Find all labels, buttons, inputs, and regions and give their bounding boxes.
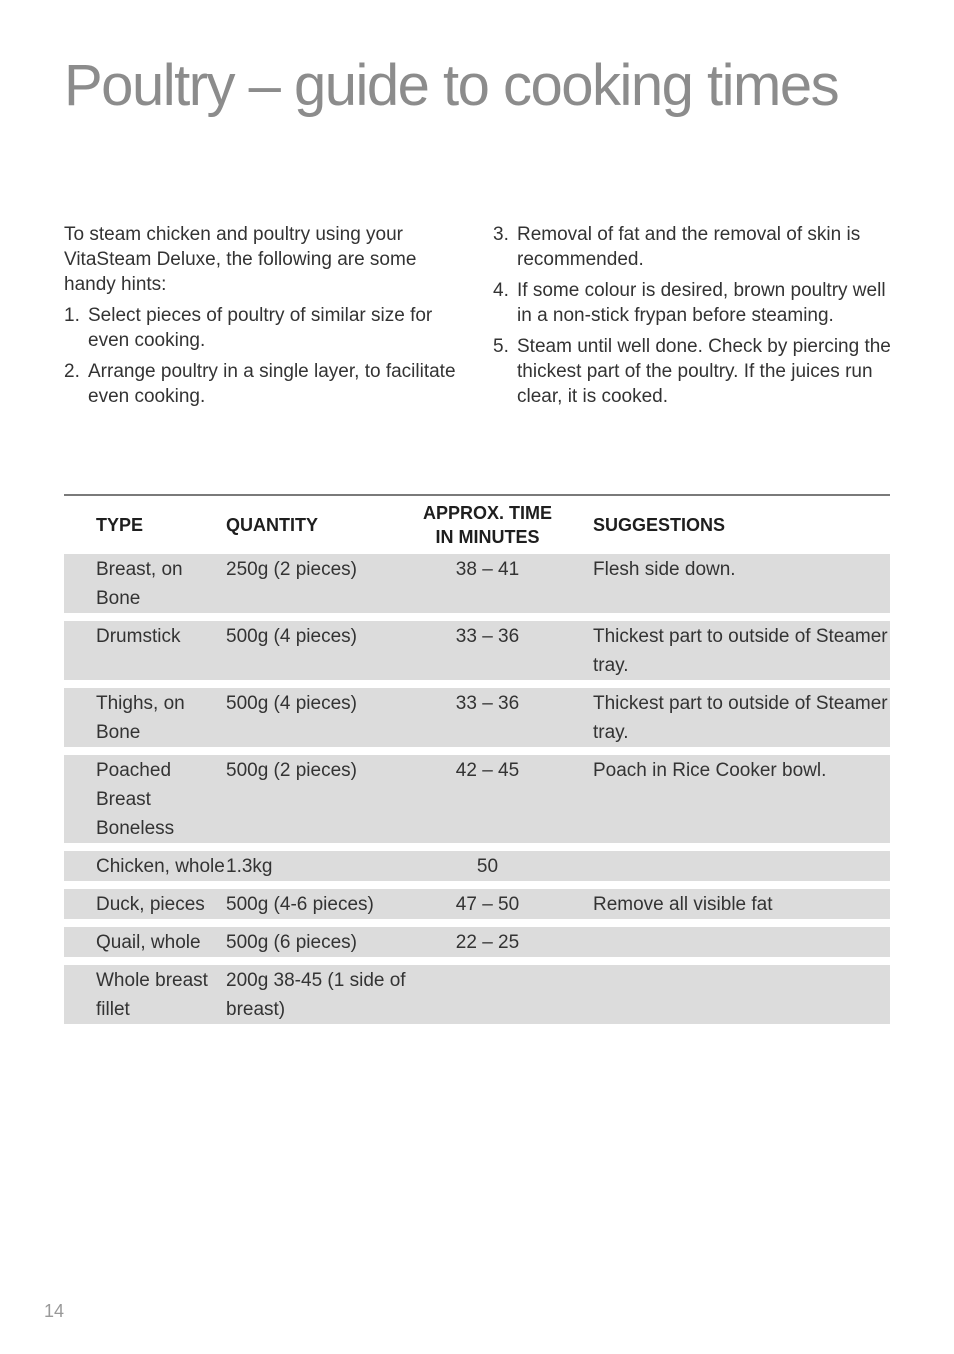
cell-type: Chicken, whole	[96, 856, 225, 877]
table-header	[64, 496, 890, 554]
hints-list-left	[64, 303, 456, 409]
table-row	[64, 927, 890, 957]
list-item	[493, 222, 893, 272]
list-item-text: Arrange poultry in a single layer, to facilitate even cooking.	[88, 361, 456, 407]
cell-suggestion: Thickest part to outside of Steamer tray.	[593, 626, 888, 676]
cell-time: 22 – 25	[455, 932, 520, 953]
cell-time	[413, 965, 562, 1024]
cell-type: Duck, pieces	[96, 894, 205, 915]
cell-quantity: 200g 38-45 (1 side of breast)	[226, 970, 406, 1020]
hints-column-right	[493, 222, 893, 415]
cell-suggestion: Remove all visible fat	[593, 894, 773, 915]
table-row	[64, 621, 890, 680]
cell-quantity: 500g (6 pieces)	[226, 932, 357, 953]
cell-quantity: 500g (2 pieces)	[226, 760, 357, 781]
cell-type: Breast, on Bone	[96, 559, 183, 609]
intro-text: To steam chicken and poultry using your VitaSteam Deluxe, the following are some handy hints:	[64, 224, 417, 295]
cell-quantity: 500g (4 pieces)	[226, 626, 357, 647]
list-item-text: Steam until well done. Check by piercing the thickest part of the poultry. If the juices run clear, it is cooked.	[517, 336, 891, 407]
header-type: TYPE	[96, 514, 144, 535]
cell-suggestion: Poach in Rice Cooker bowl.	[593, 760, 827, 781]
list-number: 1.	[64, 305, 80, 326]
cell-suggestion	[562, 851, 890, 881]
cell-time: 33 – 36	[455, 693, 520, 714]
list-number: 4.	[493, 280, 509, 301]
hints-list-right	[493, 222, 893, 409]
hints-column-left	[64, 222, 456, 415]
table-row	[64, 851, 890, 881]
cell-type: Quail, whole	[96, 932, 201, 953]
list-item	[493, 278, 893, 328]
cell-quantity: 500g (4 pieces)	[226, 693, 357, 714]
cell-time: 33 – 36	[455, 626, 520, 647]
cell-suggestion: Flesh side down.	[593, 559, 736, 580]
cell-time: 50	[476, 856, 499, 877]
cell-type: Whole breast fillet	[96, 970, 208, 1020]
list-number: 5.	[493, 336, 509, 357]
cell-quantity: 250g (2 pieces)	[226, 559, 357, 580]
cell-quantity: 1.3kg	[226, 856, 273, 877]
table-row	[64, 688, 890, 747]
list-item	[64, 303, 456, 353]
page-title: Poultry – guide to cooking times	[64, 53, 839, 118]
cell-type: Drumstick	[96, 626, 181, 647]
cell-suggestion: Thickest part to outside of Steamer tray.	[593, 693, 888, 743]
cell-type: Poached Breast Boneless	[96, 760, 175, 839]
list-item-text: If some colour is desired, brown poultry well in a non-stick frypan before steaming.	[517, 280, 886, 326]
page-number: 14	[44, 1301, 65, 1321]
cell-type: Thighs, on Bone	[96, 693, 185, 743]
list-number: 3.	[493, 224, 509, 245]
list-item-text: Select pieces of poultry of similar size for even cooking.	[88, 305, 433, 351]
cell-time: 38 – 41	[455, 559, 520, 580]
cooking-times-table	[64, 494, 890, 1032]
list-item	[64, 359, 456, 409]
cell-quantity: 500g (4-6 pieces)	[226, 894, 374, 915]
table-row	[64, 965, 890, 1024]
header-time-line1: APPROX. TIME	[422, 503, 552, 523]
header-time-line2: IN MINUTES	[435, 527, 540, 547]
cell-time: 47 – 50	[455, 894, 520, 915]
list-number: 2.	[64, 361, 80, 382]
header-time	[413, 501, 562, 549]
header-quantity: QUANTITY	[226, 514, 318, 535]
table-row	[64, 755, 890, 843]
list-item-text: Removal of fat and the removal of skin is recommended.	[517, 224, 861, 270]
table-row	[64, 554, 890, 613]
table-row	[64, 889, 890, 919]
list-item	[493, 334, 893, 409]
cell-time: 42 – 45	[455, 760, 520, 781]
cell-suggestion	[562, 927, 890, 957]
cell-suggestion	[562, 965, 890, 1024]
header-suggestions: SUGGESTIONS	[593, 514, 726, 535]
